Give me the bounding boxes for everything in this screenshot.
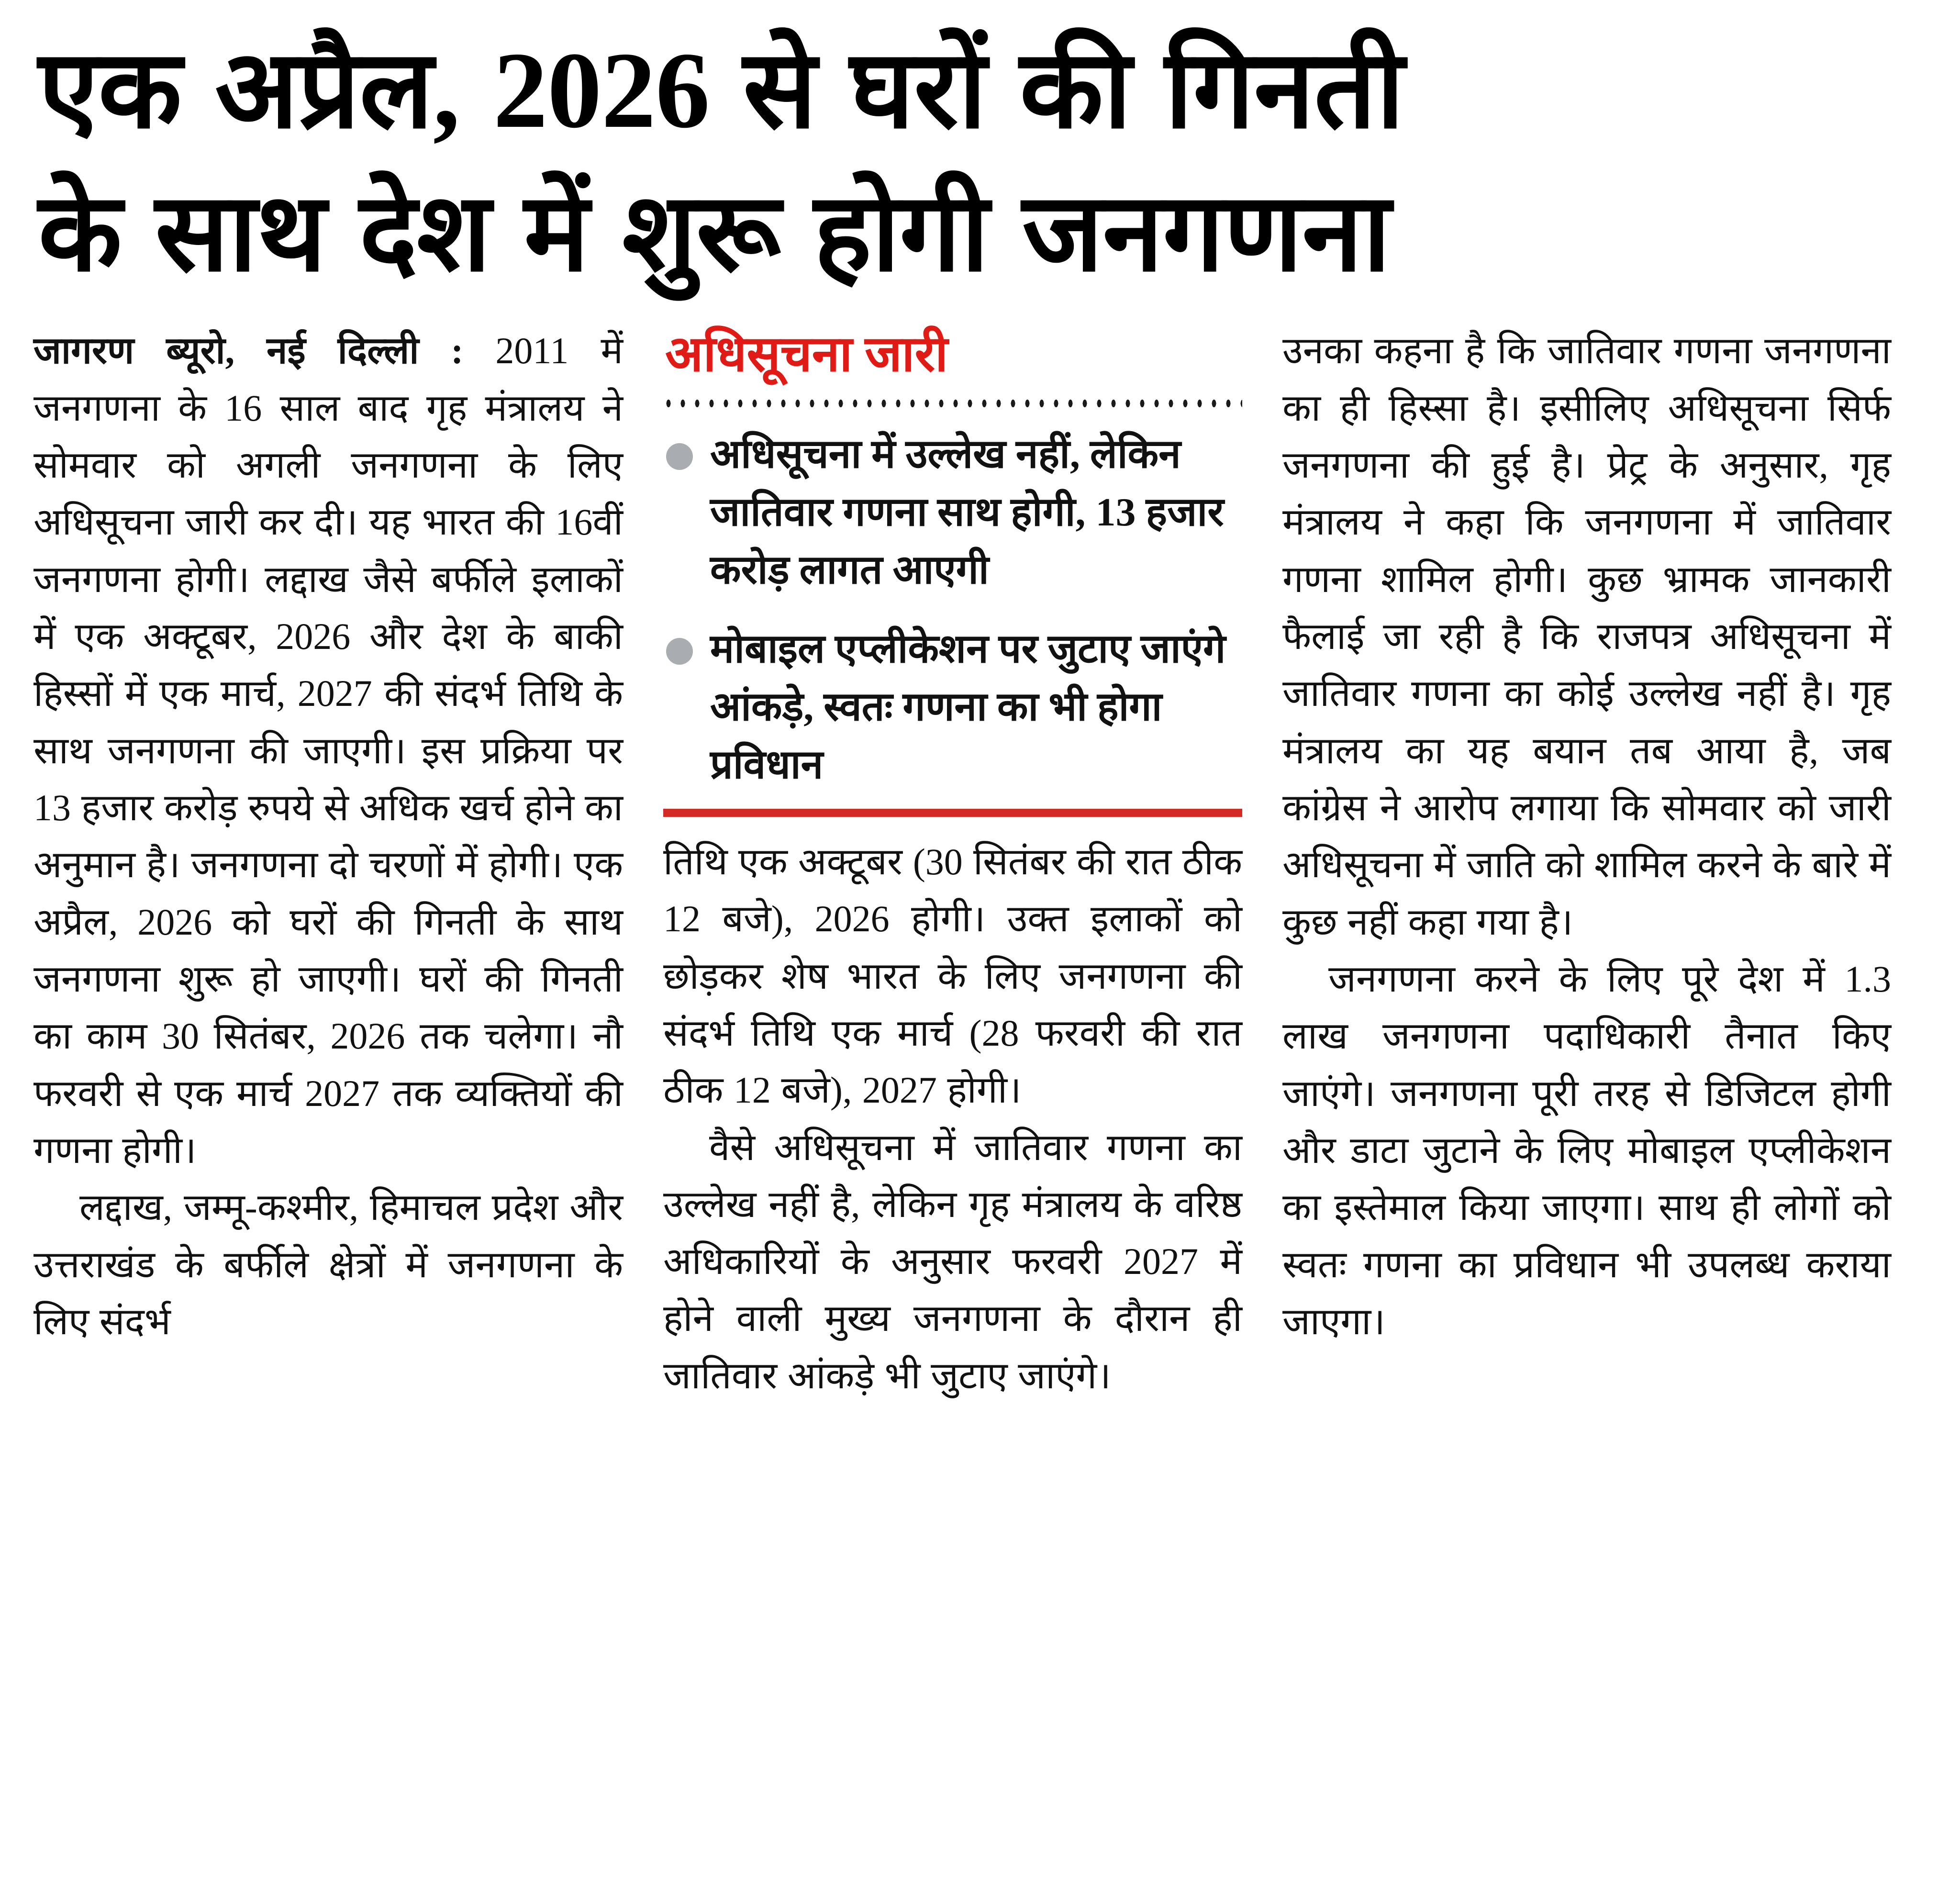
article-column-1 (33, 322, 653, 1350)
article-column-2 (653, 322, 1272, 1404)
bullet-text: अधिसूचना में उल्लेख नहीं, लेकिन जातिवार गणना साथ होगी, 13 हजार करोड़ लागत आएगी (710, 432, 1224, 593)
list-item (663, 621, 1242, 794)
bullet-dot-icon (666, 443, 693, 470)
list-item (663, 426, 1242, 600)
article-paragraph: उनका कहना है कि जातिवार गणना जनगणना का ही हिस्सा है। इसीलिए अधिसूचना सिर्फ जनगणना की हुई है। प्रेट्र के अनुसार, गृह मंत्रालय ने कहा कि जनगणना में जातिवार गणना शामिल होगी। कुछ भ्रामक जानकारी फैलाई जा रही है कि राजपत्र अधिसूचना में जातिवार गणना का कोई उल्लेख नहीं है। गृह मंत्रालय का यह बयान तब आया है, जब कांग्रेस ने आरोप लगाया कि सोमवार को जारी अधिसूचना में जाति को शामिल करने के बारे में कुछ नहीं कहा गया है। (1282, 330, 1891, 943)
red-divider-rule (663, 809, 1242, 817)
article-column-3 (1272, 322, 1891, 1350)
article-paragraph: लद्दाख, जम्मू-कश्मीर, हिमाचल प्रदेश और उत्तराखंड के बर्फीले क्षेत्रों में जनगणना के लिए संदर्भ (33, 1186, 623, 1342)
article-paragraph: वैसे अधिसूचना में जातिवार गणना का उल्लेख नहीं है, लेकिन गृह मंत्रालय के वरिष्ठ अधिकारियों के अनुसार फरवरी 2027 में होने वाली मुख्य जनगणना के दौरान ही जातिवार आंकड़े भी जुटाए जाएंगे। (663, 1126, 1242, 1396)
highlights-bullet-list (663, 426, 1242, 794)
page-title (33, 19, 1927, 305)
paragraph-text: 2011 में जनगणना के 16 साल बाद गृह मंत्रालय ने सोमवार को अगली जनगणना के लिए अधिसूचना जारी कर दी। यह भारत की 16वीं जनगणना होगी। लद्दाख जैसे बर्फीले इलाकों में एक अक्टूबर, 2026 और देश के बाकी हिस्सों में एक मार्च, 2027 की संदर्भ तिथि के साथ जनगणना की जाएगी। इस प्रक्रिया पर 13 हजार करोड़ रुपये से अधिक खर्च होने का अनुमान है। जनगणना दो चरणों में होगी। एक अप्रैल, 2026 को घरों की गिनती के साथ जनगणना शुरू हो जाएगी। घरों की गिनती का काम 30 सितंबर, 2026 तक चलेगा। नौ फरवरी से एक मार्च 2027 तक व्यक्तियों की गणना होगी। (33, 330, 623, 1171)
article-paragraph (33, 322, 623, 1179)
article-paragraph: तिथि एक अक्टूबर (30 सितंबर की रात ठीक 12 बजे), 2026 होगी। उक्त इलाकों को छोड़कर शेष भारत के लिए जनगणना की संदर्भ तिथि एक मार्च (28 फरवरी की रात ठीक 12 बजे), 2027 होगी। (663, 840, 1242, 1111)
byline: जागरण ब्यूरो, नई दिल्ली : (33, 330, 464, 372)
dotted-divider (663, 397, 1242, 410)
article-columns (33, 322, 1927, 1404)
headline-line-1: एक अप्रैल, 2026 से घरों की गिनती (38, 30, 1404, 151)
bullet-dot-icon (666, 638, 693, 665)
sidebar-kicker-heading: अधिसूचना जारी (665, 327, 948, 382)
article-paragraph: जनगणना करने के लिए पूरे देश में 1.3 लाख जनगणना पदाधिकारी तैनात किए जाएंगे। जनगणना पूरी तरह से डिजिटल होगी और डाटा जुटाने के लिए मोबाइल एप्लीकेशन का इस्तेमाल किया जाएगा। साथ ही लोगों को स्वतः गणना का प्रविधान भी उपलब्ध कराया जाएगा। (1282, 958, 1891, 1342)
headline-line-2: के साथ देश में शुरू होगी जनगणना (38, 173, 1391, 294)
bullet-text: मोबाइल एप्लीकेशन पर जुटाए जाएंगे आंकड़े, स्वतः गणना का भी होगा प्रविधान (710, 627, 1226, 787)
